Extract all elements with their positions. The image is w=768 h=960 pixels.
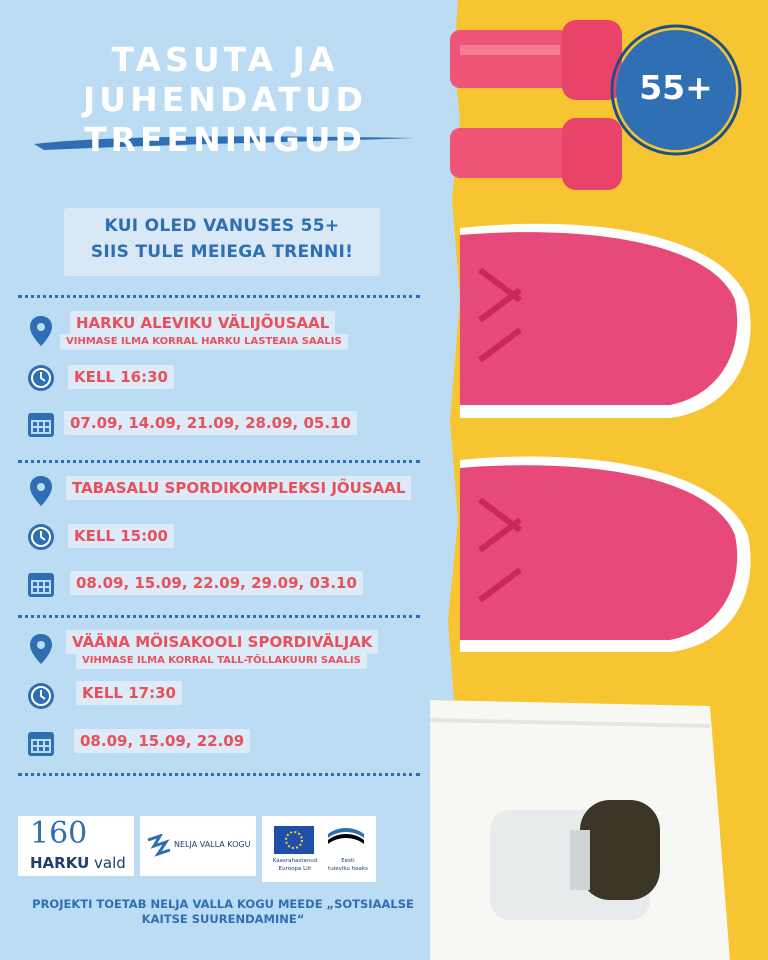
- bottle-icon: [490, 800, 660, 920]
- est-line-2: tuleviku heaks: [328, 866, 368, 872]
- estonia-flag-icon: [328, 826, 364, 854]
- session-2-place: TABASALU SPORDIKOMPLEKSI JÕUSAAL: [66, 476, 411, 500]
- harku-number: 160: [30, 816, 88, 851]
- eu-line-2: Euroopa Liit: [278, 866, 312, 872]
- location-pin-icon: [30, 634, 52, 664]
- divider: [18, 460, 420, 463]
- nvk-mark-icon: [146, 834, 172, 860]
- title-line-3: TREENINGUD: [84, 120, 366, 159]
- clock-icon: [27, 364, 55, 392]
- calendar-icon: [27, 410, 55, 438]
- eu-line-1: Kaasrahastanud: [272, 858, 318, 864]
- session-2-dates: 08.09, 15.09, 22.09, 29.09, 03.10: [70, 571, 363, 595]
- session-2-time: KELL 15:00: [68, 524, 174, 548]
- age-badge: 55+: [639, 68, 713, 107]
- title-line-2: JUHENDATUD: [83, 80, 367, 119]
- session-1-place: HARKU ALEVIKU VÄLIJÕUSAAL: [70, 311, 335, 335]
- divider: [18, 773, 420, 776]
- location-pin-icon: [30, 476, 52, 506]
- divider: [18, 295, 420, 298]
- title-line-1: TASUTA JA: [111, 40, 339, 79]
- harku-suffix: vald: [94, 854, 126, 872]
- eu-flag-icon: [274, 826, 314, 854]
- clock-icon: [27, 682, 55, 710]
- calendar-icon: [27, 729, 55, 757]
- subtitle-line-2: SIIS TULE MEIEGA TRENNI!: [90, 242, 354, 262]
- nelja-valla-kogu-logo: [140, 816, 256, 876]
- session-3-place: VÄÄNA MÕISAKOOLI SPORDIVÄLJAK: [66, 630, 378, 654]
- divider: [18, 615, 420, 618]
- dumbbell-icon: [450, 20, 622, 100]
- location-pin-icon: [30, 316, 52, 346]
- session-3-dates: 08.09, 15.09, 22.09: [74, 729, 250, 753]
- nvk-name: NELJA VALLA KOGU: [174, 840, 251, 849]
- footer-text: PROJEKTI TOETAB NELJA VALLA KOGU MEEDE „SOTSIAALSE KAITSE SUURENDAMINE“: [32, 897, 414, 926]
- session-1-time: KELL 16:30: [68, 365, 174, 389]
- session-1-note: VIHMASE ILMA KORRAL HARKU LASTEAIA SAALIS: [60, 334, 348, 350]
- session-1-dates: 07.09, 14.09, 21.09, 28.09, 05.10: [64, 411, 357, 435]
- subtitle-line-1: KUI OLED VANUSES 55+: [104, 216, 340, 236]
- est-line-1: Eesti: [341, 858, 355, 864]
- eu-estonia-logos: [262, 816, 376, 882]
- fitness-photo: [430, 0, 768, 960]
- session-3-note: VIHMASE ILMA KORRAL TALL-TÕLLAKUURI SAALIS: [76, 653, 367, 669]
- clock-icon: [27, 523, 55, 551]
- harku-vald-logo: [18, 816, 134, 876]
- session-3-time: KELL 17:30: [76, 681, 182, 705]
- harku-name: HARKU: [30, 854, 90, 872]
- calendar-icon: [27, 570, 55, 598]
